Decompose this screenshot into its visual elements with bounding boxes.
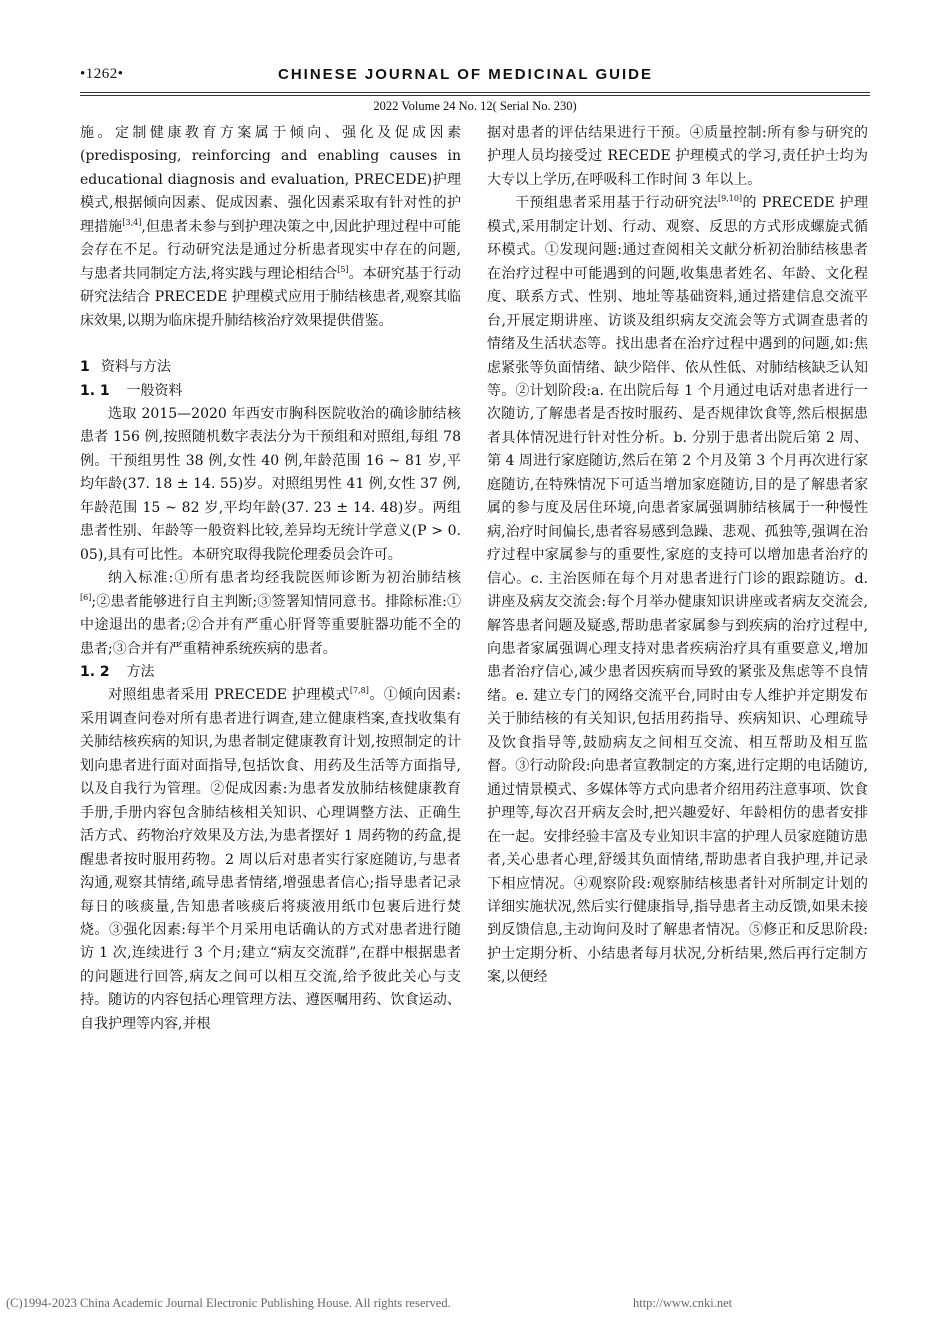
journal-title: CHINESE JOURNAL OF MEDICINAL GUIDE: [278, 66, 653, 83]
header-rule: [80, 92, 870, 96]
issue-info: 2022 Volume 24 No. 12( Serial No. 230): [373, 99, 577, 113]
running-header: [80, 66, 870, 90]
subsection-heading: 1. 1 一般资料: [80, 382, 183, 399]
section-heading: 1 资料与方法: [80, 359, 171, 376]
intervention-paragraph: 干预组患者采用基于行动研究法[9,10]的 PRECEDE 护理模式,采用制定计划、行动、观察、反思的方式形成螺旋式循环模式。①发现问题:通过查阅相关文献分析初治肺结核患者在治疗过程中可能遇到的问题,收集患者姓名、年龄、文化程度、联系方式、性别、地址等基础资料,通过搭建信息交流平台,开展定期讲座、访谈及组织病友交流会等方式调查患者的情绪及生活状态等。找出患者在治疗过程中遇到的问题,如:焦虑紧张等负面情绪、缺少陪伴、依从性低、对肺结核缺乏认知等。②计划阶段:a. 在出院后每 1 个月通过电话对患者进行一次随访,了解患者是否按时服药、是否规律饮食等,然后根据患者具体情况进行针对性分析。b. 分别于患者出院后第 2 周、第 4 周进行家庭随访,然后在第 2 个月及第 3 个月再次进行家庭随访,在特殊情况下可适当增加家庭随访,目的是了解患者家属的参与度及居住环境,向患者家属强调肺结核属于一种慢性病,治疗时间偏长,患者容易感到急躁、悲观、孤独等,强调在治疗过程中家属参与的重要性,家庭的支持可以增加患者治疗的信心。c. 主治医师在每个月对患者进行门诊的跟踪随访。d. 讲座及病友交流会:每个月举办健康知识讲座或者病友交流会,解答患者问题及疑惑,帮助患者家属参与到疾病的治疗过程中,向患者家属强调心理支持对患者疾病治疗具有重要意义,增加患者治疗信心,减少患者因疾病而导致的紧张及焦虑等不良情绪。e. 建立专门的网络交流平台,同时由专人维护并定期发布关于肺结核的有关知识,包括用药指导、疾病知识、心理疏导及饮食指导等,鼓励病友之间相互交流、相互帮助及相互监督。③行动阶段:向患者宣教制定的方案,进行定期的电话随访,通过情景模式、多媒体等方式向患者介绍用药注意事项、饮食护理等,每次召开病友会时,把兴趣爱好、年龄相仿的患者安排在一起。安排经验丰富及专业知识丰富的护理人员家庭随访患者,关心患者心理,舒缓其负面情绪,帮助患者自我护理,并记录下相应情况。④观察阶段:观察肺结核患者针对所制定计划的详细实施状况,然后实行健康指导,指导患者主动反馈,如果未接到反馈信息,主动询问及时了解患者情况。⑤修正和反思阶段:护士定期分析、小结患者每月状况,分析结果,然后再行定制方案,以便经: [487, 194, 868, 986]
criteria-paragraph: 纳入标准:①所有患者均经我院医师诊断为初治肺结核[6];②患者能够进行自主判断;③签署知情同意书。排除标准:①中途退出的患者;②合并有严重心肝肾等重要脏器功能不全的患者;③合并有严重精神系统疾病的患者。: [80, 570, 461, 657]
intro-paragraph: 施。定制健康教育方案属于倾向、强化及促成因素(predisposing, reinforcing and enabling causes in educational diagnosis and evaluation, PRECEDE)护理模式,根据倾向因素、促成因素、强化因素采取有针对性的护理措施[3,4],但患者未参与到护理决策之中,因此护理过程中可能会存在不足。行动研究法是通过分析患者现实中存在的问题,与患者共同制定方法,将实践与理论相结合[5]。本研究基于行动研究法结合 PRECEDE 护理模式应用于肺结核患者,观察其临床效果,以期为临床提升肺结核治疗效果提供借鉴。: [80, 125, 462, 329]
method-paragraph: 对照组患者采用 PRECEDE 护理模式[7,8]。①倾向因素:采用调查问卷对所有患者进行调查,建立健康档案,查找收集有关肺结核疾病的知识,为患者制定健康教育计划,按照制定的计划向患者进行面对面指导,包括饮食、用药及生活等方面指导,以及自我行为管理。②促成因素:为患者发放肺结核健康教育手册,手册内容包含肺结核相关知识、心理调整方法、正确生活方式、药物治疗效果及方法,为患者摆好 1 周药物的药盒,提醒患者按时服用药物。2 周以后对患者实行家庭随访,与患者沟通,观察其情绪,疏导患者情绪,增强患者信心;指导患者记录每日的咳痰量,告知患者咳痰后将痰液用纸巾包裹后进行焚烧。③强化因素:每半个月采用电话确认的方式对患者进行随访 1 次,连续进行 3 个月;建立“病友交流群”,在群中根据患者的问题进行回答,病友之间可以相互交流,给予彼此关心与支持。随访的内容包括心理管理方法、遵医嘱用药、饮食运动、自我护理等内容,并根: [80, 686, 461, 1032]
copyright-text: (C)1994-2023 China Academic Journal Electronic Publishing House. All rights reserved.: [6, 1296, 451, 1310]
left-column: [80, 122, 461, 1036]
right-column: [487, 122, 868, 990]
website-link[interactable]: http://www.cnki.net: [632, 1296, 733, 1310]
citation: [9,10]: [717, 194, 743, 204]
citation: [5]: [337, 264, 349, 274]
citation: [6]: [80, 592, 92, 602]
continued-paragraph: 据对患者的评估结果进行干预。④质量控制:所有参与研究的护理人员均接受过 RECEDE 护理模式的学习,责任护士均为大专以上学历,在呼吸科工作时间 3 年以上。: [487, 125, 868, 188]
general-data-paragraph: 选取 2015—2020 年西安市胸科医院收治的确诊肺结核患者 156 例,按照随机数字表法分为干预组和对照组,每组 78 例。干预组男性 38 例,女性 40 例,年龄范围 16 ~ 81 岁,平均年龄(37. 18 ± 14. 55)岁。对照组男性 41 例,女性 37 例,年龄范围 15 ~ 82 岁,平均年龄(37. 23 ± 14. 48)岁。两组患者性别、年龄等一般资料比较,差异均无统计学意义(P > 0. 05),具有可比性。本研究取得我院伦理委员会许可。: [80, 405, 461, 563]
citation: [7,8]: [349, 686, 369, 696]
page-number: •1262•: [80, 66, 124, 82]
copyright-footer: [6, 1296, 796, 1311]
citation: [3,4]: [122, 217, 142, 227]
subsection-heading: 1. 2 方法: [80, 663, 155, 680]
